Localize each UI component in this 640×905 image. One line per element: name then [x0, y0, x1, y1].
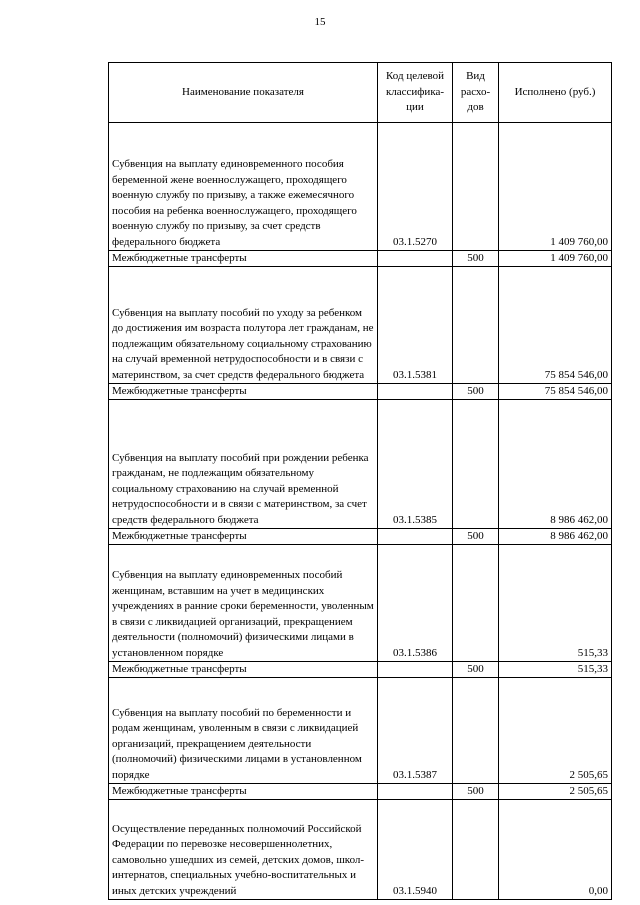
row-name: Межбюджетные трансферты	[109, 251, 378, 267]
row-code	[378, 784, 453, 800]
row-expense-type	[453, 400, 499, 529]
row-name: Межбюджетные трансферты	[109, 784, 378, 800]
row-expense-type: 500	[453, 251, 499, 267]
row-name: Субвенция на выплату пособий при рождении ребенка гражданам, не подлежащим обязательному социальному страхованию на случай временной нетрудоспособности и в связи с материнством, за счет средств федерального бюджета	[109, 400, 378, 529]
row-code	[378, 529, 453, 545]
row-expense-type	[453, 545, 499, 662]
row-amount: 515,33	[499, 662, 612, 678]
row-expense-type: 500	[453, 529, 499, 545]
row-code: 03.1.5387	[378, 678, 453, 784]
row-amount: 515,33	[499, 545, 612, 662]
header-code: Код целевой классифика-ции	[378, 63, 453, 123]
table-body	[109, 123, 612, 900]
row-code: 03.1.5381	[378, 267, 453, 384]
row-name: Субвенция на выплату пособий по беременности и родам женщинам, уволенным в связи с ликвидацией организаций, прекращением деятельности (полномочий) физическими лицами в установленном порядке	[109, 678, 378, 784]
table-row	[109, 251, 612, 267]
row-amount: 1 409 760,00	[499, 251, 612, 267]
row-code	[378, 662, 453, 678]
row-expense-type	[453, 678, 499, 784]
table-row	[109, 400, 612, 529]
header-name: Наименование показателя	[109, 63, 378, 123]
row-code: 03.1.5386	[378, 545, 453, 662]
header-type: Вид расхо-дов	[453, 63, 499, 123]
row-expense-type: 500	[453, 384, 499, 400]
row-expense-type: 500	[453, 784, 499, 800]
row-expense-type	[453, 123, 499, 251]
row-amount: 0,00	[499, 800, 612, 900]
row-amount: 2 505,65	[499, 784, 612, 800]
page-number: 15	[314, 16, 326, 28]
row-amount: 2 505,65	[499, 678, 612, 784]
row-amount: 75 854 546,00	[499, 267, 612, 384]
row-expense-type: 500	[453, 662, 499, 678]
budget-table	[108, 62, 612, 900]
row-amount: 8 986 462,00	[499, 529, 612, 545]
header-amount: Исполнено (руб.)	[499, 63, 612, 123]
table-row	[109, 267, 612, 384]
row-code: 03.1.5385	[378, 400, 453, 529]
table-row	[109, 784, 612, 800]
row-name: Субвенция на выплату пособий по уходу за ребенком до достижения им возраста полутора лет гражданам, не подлежащим обязательному социальному страхованию на случай временной нетрудоспособности и в связи с материнством, за счет средств федерального бюджета	[109, 267, 378, 384]
row-amount: 1 409 760,00	[499, 123, 612, 251]
row-expense-type	[453, 800, 499, 900]
row-code: 03.1.5270	[378, 123, 453, 251]
row-name: Субвенция на выплату единовременного пособия беременной жене военнослужащего, проходящего военную службу по призыву, а также ежемесячного пособия на ребенка военнослужащего, проходящего военную службу по призыву, за счет средств федерального бюджета	[109, 123, 378, 251]
table-row	[109, 529, 612, 545]
table-row	[109, 678, 612, 784]
table-row	[109, 384, 612, 400]
row-name: Межбюджетные трансферты	[109, 529, 378, 545]
row-code: 03.1.5940	[378, 800, 453, 900]
row-code	[378, 384, 453, 400]
row-name: Осуществление переданных полномочий Российской Федерации по перевозке несовершеннолетних, самовольно ушедших из семей, детских домов, школ-интернатов, специальных учебно-воспитательных и иных детских учреждений	[109, 800, 378, 900]
row-amount: 75 854 546,00	[499, 384, 612, 400]
table-header-row	[109, 63, 612, 123]
row-name: Субвенция на выплату единовременных пособий женщинам, вставшим на учет в медицинских учреждениях в ранние сроки беременности, уволенным в связи с ликвидацией организаций, прекращением деятельности (полномочий) физическими лицами в установленном порядке	[109, 545, 378, 662]
table-row	[109, 123, 612, 251]
table-row	[109, 800, 612, 900]
table-row	[109, 545, 612, 662]
row-amount: 8 986 462,00	[499, 400, 612, 529]
row-name: Межбюджетные трансферты	[109, 662, 378, 678]
row-code	[378, 251, 453, 267]
row-expense-type	[453, 267, 499, 384]
row-name: Межбюджетные трансферты	[109, 384, 378, 400]
table-row	[109, 662, 612, 678]
